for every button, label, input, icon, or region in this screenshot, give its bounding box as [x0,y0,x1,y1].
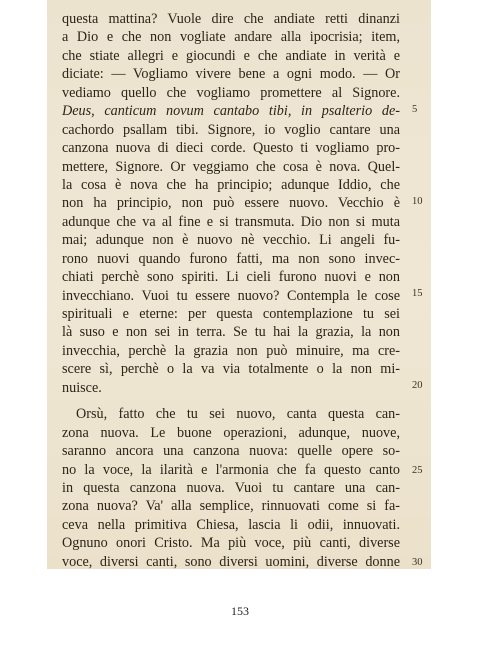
text-line: invecchiano. Vuoi tu essere nuovo? Contempla le cose [62,287,400,304]
text-line: mai; adunque non è nuovo nè vecchio. Li angeli fu- [62,232,400,249]
text-line: zona nuova? Va' alla semplice, rinnuovati come si fa- [62,498,400,515]
text-line: Orsù, fatto che tu sei nuovo, canta questa can- [76,406,400,423]
text-line: nuisce. [62,379,102,396]
page-number: 153 [231,604,249,618]
text-line: a Dio e che non vogliate andare alla ipocrisia; item, [62,29,400,46]
text-line: rono nuovi quando furono fatti, ma non sono invec- [62,250,400,267]
text-line: voce, diversi canti, sono diversi uomini, diverse donne [62,553,400,570]
text-line: invecchia, perchè la grazia non può minuire, ma cre- [62,342,400,359]
text-line: saranno ancora una canzona nuova: quelle opere so- [62,443,400,460]
text-line: diciate: — Vogliamo vivere bene a ogni modo. — Or [62,66,400,83]
text-line: non ha principio, non può essere nuovo. Vecchio è [62,195,400,212]
text-line: in questa canzona nuova. Vuoi tu cantare una can- [62,479,400,496]
line-number: 5 [412,104,418,115]
text-line: là suso e non sei in terra. Se tu hai la grazia, la non [62,324,400,341]
text-line: scere sì, perchè o la va via totalmente o la non mi- [62,361,400,378]
line-number: 15 [412,288,423,299]
text-line: cachordo psallam tibi. Signore, io voglio cantare una [62,121,400,138]
text-line: chiati perchè sono spiriti. Li cieli furono nuovi e non [62,269,400,286]
text-line: Ognuno onori Cristo. Ma più voce, più canti, diverse [62,535,400,552]
text-line: la cosa è nova che ha principio; adunque Iddio, che [62,176,400,193]
text-line: ceva nella primitiva Chiesa, lascia li odii, innuovati. [62,516,400,533]
text-line: spirituali e eterne: per questa contemplazione tu sei [62,306,400,322]
text-line: che stiate allegri e giocundi e che andiate in verità e [62,47,400,64]
text-line: vediamo quello che vogliamo promettere al Signore. [62,84,400,101]
text-line: questa mattina? Vuole dire che andiate retti dinanzi [62,11,400,27]
text-line: no la voce, la ilarità e l'armonia che fa questo canto [62,461,400,478]
line-number: 20 [412,380,423,391]
text-line: canzona nuova di dieci corde. Questo ti vogliamo pro- [62,140,400,157]
text-line: adunque che va al fine e si transmuta. Dio non si muta [62,213,400,230]
line-number: 10 [412,196,423,207]
line-number: 25 [412,465,423,476]
text-line: Deus, canticum novum cantabo tibi, in psalterio de- [62,103,400,120]
text-body [62,10,400,571]
text-line: mettere, Signore. Or veggiamo che cosa è nova. Quel- [62,158,400,175]
line-number: 30 [412,557,423,568]
text-line: zona nuova. Le buone operazioni, adunque, nuove, [62,424,400,441]
